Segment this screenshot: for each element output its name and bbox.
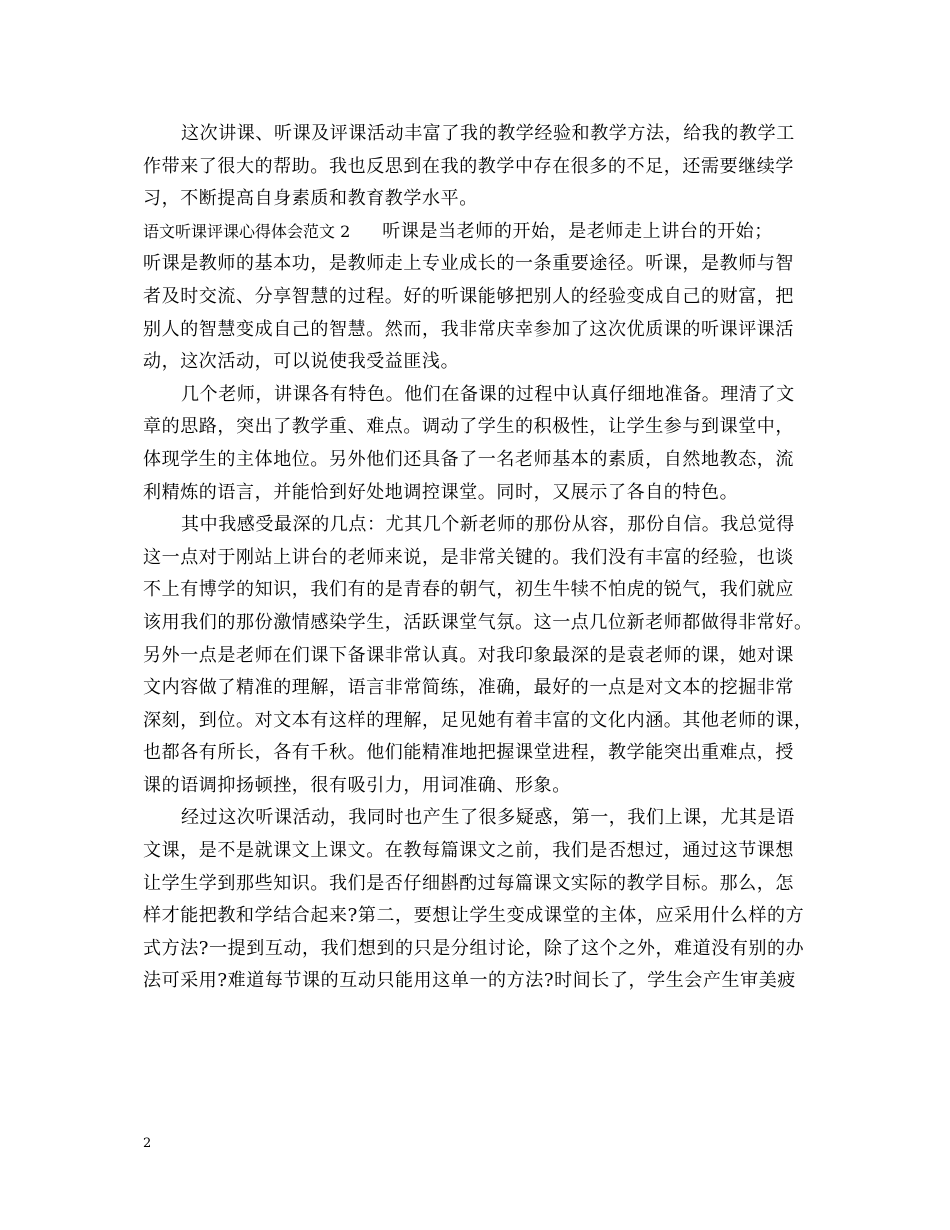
paragraph-line: 文内容做了精准的理解，语言非常简练，准确，最好的一点是对文本的挖掘非常 <box>143 677 794 699</box>
paragraph-line: 法可采用?难道每节课的互动只能用这单一的方法?时间长了，学生会产生审美疲 <box>143 970 796 992</box>
paragraph-line: 作带来了很大的帮助。我也反思到在我的教学中存在很多的不足，还需要继续学 <box>143 155 794 177</box>
paragraph-line: 课的语调抑扬顿挫，很有吸引力，用词准确、形象。 <box>143 774 571 796</box>
paragraph-line: 式方法?一提到互动，我们想到的只是分组讨论，除了这个之外，难道没有别的办 <box>143 937 805 959</box>
paragraph-line: 样才能把教和学结合起来?第二，要想让学生变成课堂的主体，应采用什么样的方 <box>143 905 805 927</box>
paragraph-line: 深刻，到位。对文本有这样的理解，足见她有着丰富的文化内涵。其他老师的课， <box>143 709 813 731</box>
paragraph-line: 章的思路，突出了教学重、难点。调动了学生的积极性，让学生参与到课堂中， <box>143 416 794 438</box>
heading-line <box>143 216 813 249</box>
paragraph-line: 者及时交流、分享智慧的过程。好的听课能够把别人的经验变成自己的财富，把 <box>143 285 794 307</box>
paragraph-line: 其中我感受最深的几点：尤其几个新老师的那份从容，那份自信。我总觉得 <box>181 514 795 536</box>
paragraph-line: 文课，是不是就课文上课文。在教每篇课文之前，我们是否想过，通过这节课想 <box>143 840 794 862</box>
paragraph-line: 别人的智慧变成自己的智慧。然而，我非常庆幸参加了这次优质课的听课评课活 <box>143 318 794 340</box>
paragraph-line: 动，这次活动，可以说使我受益匪浅。 <box>143 351 460 373</box>
paragraph-line: 这次讲课、听课及评课活动丰富了我的教学经验和教学方法，给我的教学工 <box>181 123 795 144</box>
paragraph-line: 体现学生的主体地位。另外他们还具备了一名老师基本的素质，自然地教态，流 <box>143 448 794 470</box>
paragraph-line: 也都各有所长，各有千秋。他们能精准地把握课堂进程，教学能突出重难点，授 <box>143 742 794 764</box>
paragraph-line: 不上有博学的知识，我们有的是青春的朝气，初生牛犊不怕虎的锐气，我们就应 <box>143 579 794 601</box>
paragraph-line: 听课是教师的基本功，是教师走上专业成长的一条重要途径。听课，是教师与智 <box>143 253 794 275</box>
section-heading: 语文听课评课心得体会范文 2 <box>143 221 351 241</box>
paragraph-line: 听课是当老师的开始，是老师走上讲台的开始； <box>382 220 773 242</box>
paragraph-line: 让学生学到那些知识。我们是否仔细斟酌过每篇课文实际的教学目标。那么，怎 <box>143 872 794 894</box>
paragraph-line: 几个老师，讲课各有特色。他们在备课的过程中认真仔细地准备。理清了文 <box>181 383 795 405</box>
paragraph-line: 该用我们的那份激情感染学生，活跃课堂气氛。这一点几位新老师都做得非常好。 <box>143 611 813 633</box>
document-body <box>143 118 813 998</box>
paragraph-line: 这一点对于刚站上讲台的老师来说，是非常关键的。我们没有丰富的经验，也谈 <box>143 546 794 568</box>
paragraph-line: 经过这次听课活动，我同时也产生了很多疑惑，第一，我们上课，尤其是语 <box>181 807 795 829</box>
paragraph-line: 习，不断提高自身素质和教育教学水平。 <box>143 188 478 210</box>
paragraph-line: 利精炼的语言，并能恰到好处地调控课堂。同时，又展示了各自的特色。 <box>143 481 739 503</box>
page-number: 2 <box>143 1136 152 1151</box>
paragraph-line: 另外一点是老师在们课下备课非常认真。对我印象最深的是袁老师的课，她对课 <box>143 644 794 666</box>
